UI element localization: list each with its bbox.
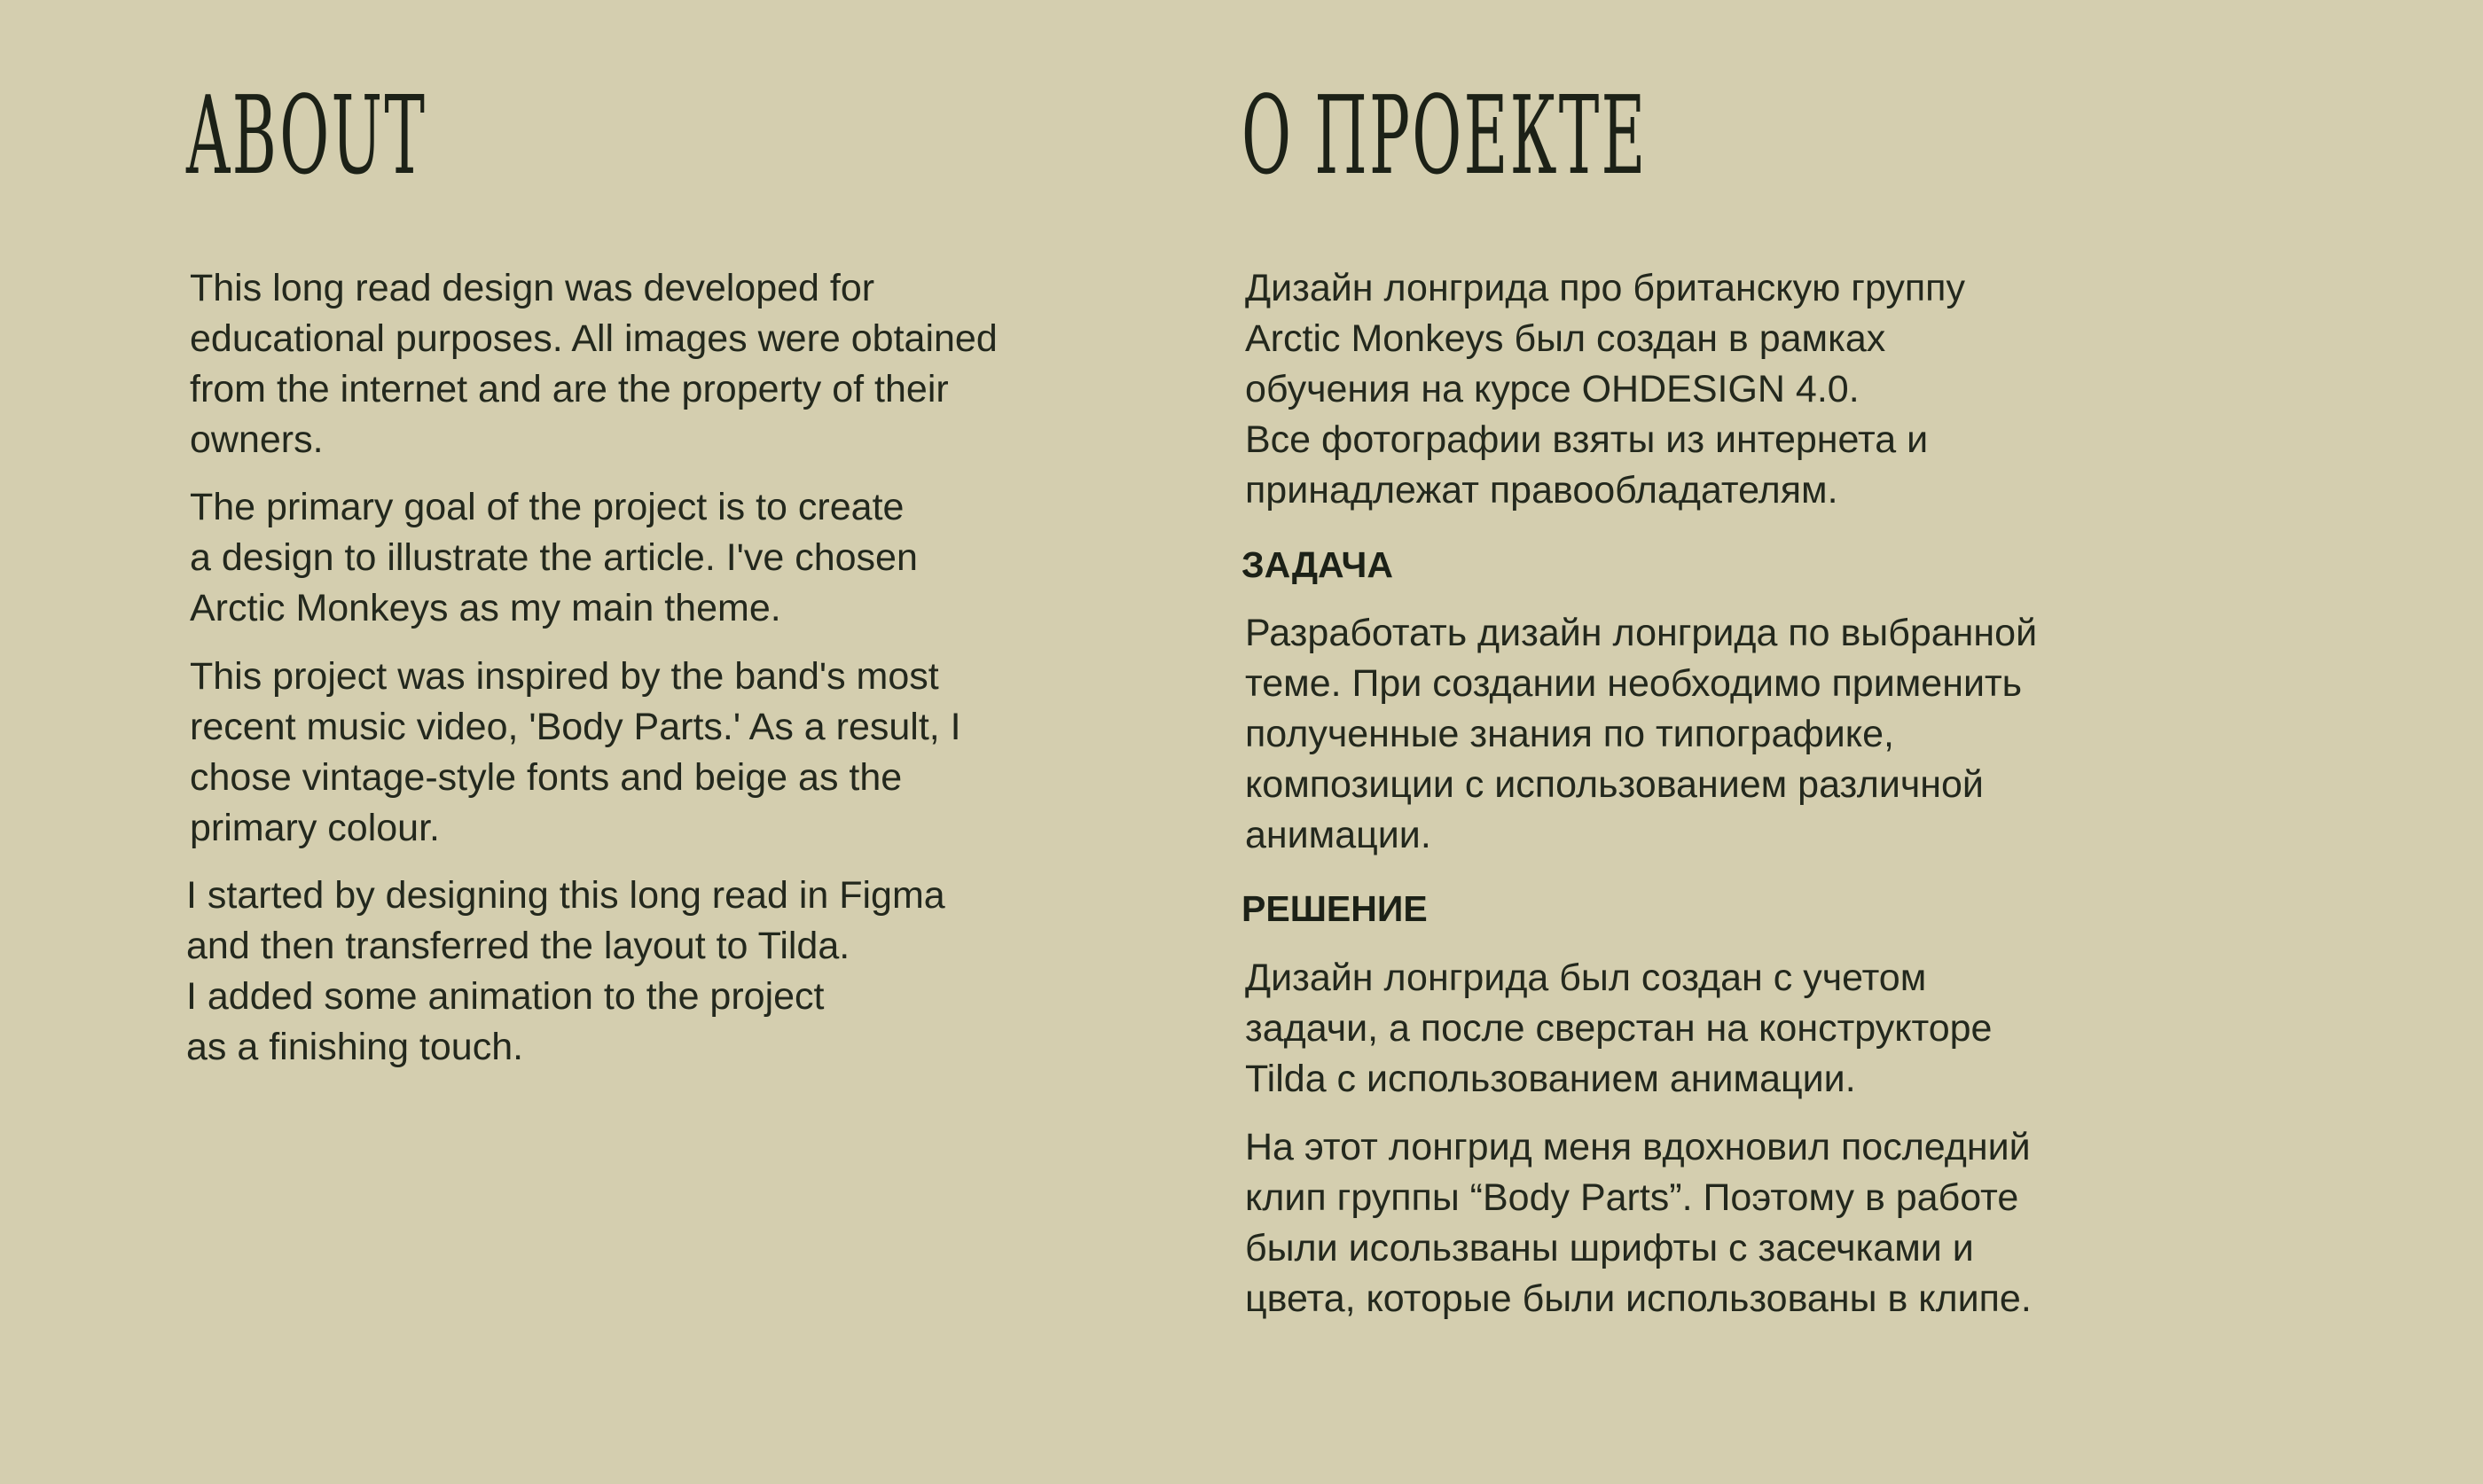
about-paragraph-inspiration: This project was inspired by the band's most recent music video, 'Body Parts.' As a result, I chose vintage-style fonts and beige as the primary colour. <box>190 655 961 849</box>
about-paragraph-goal: The primary goal of the project is to create a design to illustrate the article. I've chosen Arctic Monkeys as my main theme. <box>190 486 918 629</box>
solution-text: Дизайн лонгрида был создан с учетом задачи, а после сверстан на конструкторе Tilda с использованием анимации. <box>1245 957 1993 1100</box>
solution-heading: РЕШЕНИЕ <box>1242 888 1428 929</box>
task-heading: ЗАДАЧА <box>1242 544 1393 585</box>
project-intro-ru: Дизайн лонгрида про британскую группу Arctic Monkeys был создан в рамках обучения на курсе OHDESIGN 4.0. Все фотографии взяты из интернета и принадлежат правообладателям. <box>1245 267 1965 512</box>
task-text: Разработать дизайн лонгрида по выбранной теме. При создании необходимо применить полученные знания по типографике, композиции с использованием различной анимации. <box>1245 612 2038 856</box>
inspiration-text-ru: На этот лонгрид меня вдохновил последний клип группы “Body Parts”. Поэтому в работе были исользваны шрифты с засечками и цвета, которые были использованы в клипе. <box>1245 1126 2032 1320</box>
about-paragraph-purpose: This long read design was developed for educational purposes. All images were obtained from the internet and are the property of their owners. <box>190 267 998 461</box>
about-title: ABOUT <box>186 73 427 199</box>
project-title-ru: О ПРОЕКТЕ <box>1242 73 1648 199</box>
about-paragraph-process: I started by designing this long read in Figma and then transferred the layout to Tilda. I added some animation to the project as a finishing touch. <box>186 874 945 1068</box>
